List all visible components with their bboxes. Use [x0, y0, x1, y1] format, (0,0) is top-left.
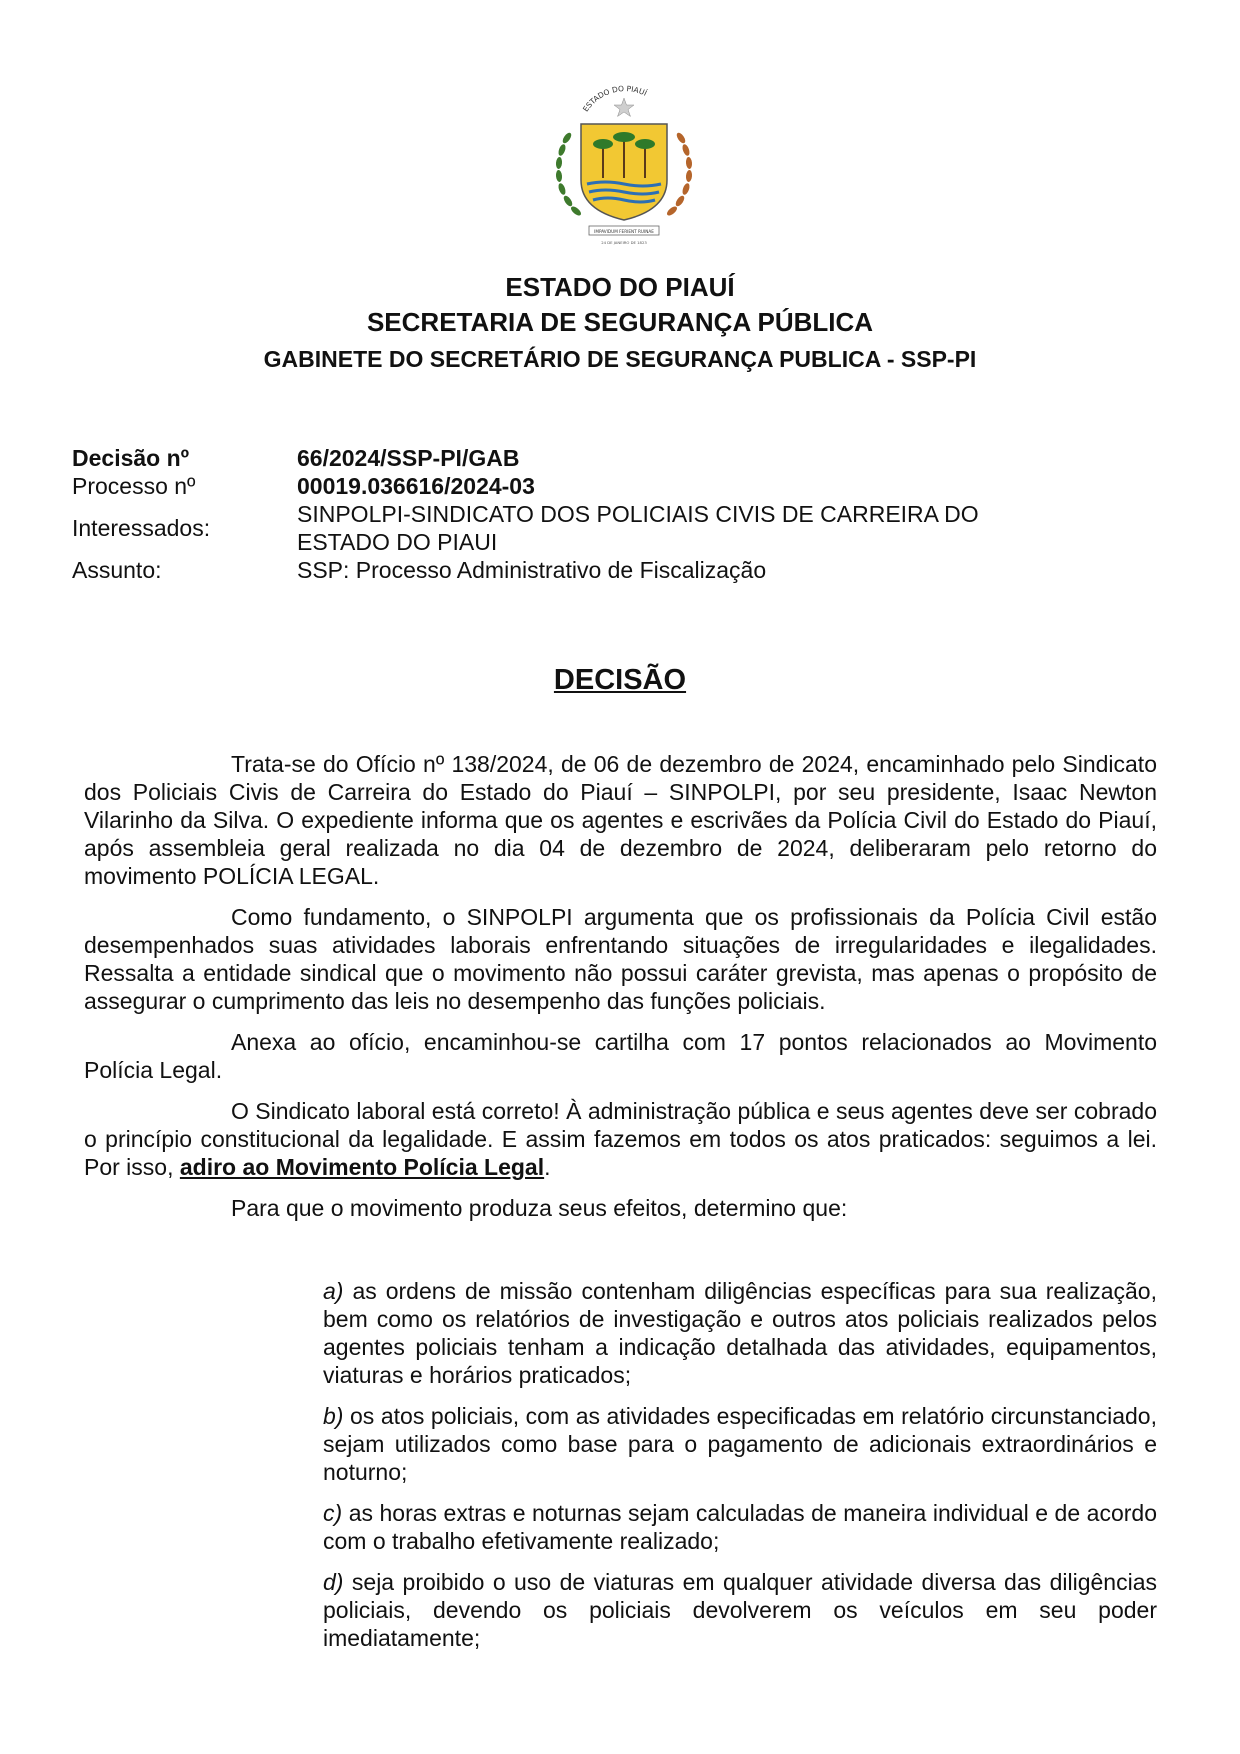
paragraph-3: Anexa ao ofício, encaminhou-se cartilha com 17 pontos relacionados ao Movimento Polícia Legal. — [84, 1029, 1157, 1083]
item-letter: d) — [323, 1569, 344, 1595]
processo-label: Processo nº — [72, 473, 196, 499]
piaui-coat-of-arms-logo — [545, 80, 703, 250]
list-item — [323, 1277, 1157, 1389]
interessados-value-line2: ESTADO DO PIAUI — [297, 529, 498, 555]
paragraph-5: Para que o movimento produza seus efeitos, determino que: — [231, 1195, 848, 1221]
item-text: as horas extras e noturnas sejam calculadas de maneira individual e de acordo com o trabalho efetivamente realizado; — [323, 1500, 1157, 1554]
paragraph-4-emphasis: adiro ao Movimento Polícia Legal — [179, 1154, 545, 1180]
svg-text:24 DE JANEIRO DE 1823: 24 DE JANEIRO DE 1823 — [601, 240, 647, 245]
header-secretariat: SECRETARIA DE SEGURANÇA PÚBLICA — [366, 307, 874, 337]
assunto-value: SSP: Processo Administrativo de Fiscalização — [297, 557, 767, 583]
interessados-label: Interessados: — [72, 515, 211, 541]
determination-list — [323, 1277, 1157, 1665]
item-text: as ordens de missão contenham diligências específicas para sua realização, bem como os relatórios de investigação e outros atos policiais realizados pelos agentes policiais tenham a indicação detalhada das atividades, equipamentos, viaturas e horários praticados; — [323, 1278, 1157, 1388]
paragraph-4-end: . — [544, 1154, 551, 1180]
svg-text:IMPAVIDUM FERIENT RUINAE: IMPAVIDUM FERIENT RUINAE — [594, 229, 654, 234]
item-letter: b) — [323, 1403, 344, 1429]
processo-value: 00019.036616/2024-03 — [297, 473, 535, 499]
list-item — [323, 1402, 1157, 1486]
decision-body — [84, 750, 1157, 1222]
list-item — [323, 1499, 1157, 1555]
svg-text:ESTADO DO PIAUÍ: ESTADO DO PIAUÍ — [581, 84, 649, 114]
header-cabinet: GABINETE DO SECRETÁRIO DE SEGURANÇA PUBLICA - SSP-PI — [263, 346, 977, 372]
decisao-label: Decisão nº — [72, 445, 190, 471]
paragraph-2: Como fundamento, o SINPOLPI argumenta que os profissionais da Polícia Civil estão desempenhados suas atividades laborais enfrentando situações de irregularidades e ilegalidades. Ressalta a entidade sindical que o movimento não possui caráter grevista, mas apenas o propósito de assegurar o cumprimento das leis no desempenho das funções policiais. — [84, 904, 1157, 1014]
item-text: seja proibido o uso de viaturas em qualquer atividade diversa das diligências policiais, devendo os policiais devolverem os veículos em seu poder imediatamente; — [323, 1569, 1157, 1651]
paragraph-1: Trata-se do Ofício nº 138/2024, de 06 de dezembro de 2024, encaminhado pelo Sindicato dos Policiais Civis de Carreira do Estado do Piauí – SINPOLPI, por seu presidente, Isaac Newton Vilarinho da Silva. O expediente informa que os agentes e escrivães da Polícia Civil do Estado do Piauí, após assembleia geral realizada no dia 04 de dezembro de 2024, deliberaram pelo retorno do movimento POLÍCIA LEGAL. — [84, 751, 1157, 889]
interessados-value-line1: SINPOLPI-SINDICATO DOS POLICIAIS CIVIS DE CARREIRA DO — [297, 501, 979, 527]
item-text: os atos policiais, com as atividades especificadas em relatório circunstanciado, sejam utilizados como base para o pagamento de adicionais extraordinários e noturno; — [323, 1403, 1157, 1485]
assunto-label: Assunto: — [72, 557, 162, 583]
decision-title: DECISÃO — [553, 664, 687, 696]
list-item — [323, 1568, 1157, 1652]
item-letter: a) — [323, 1278, 344, 1304]
paragraph-4-text: O Sindicato laboral está correto! À administração pública e seus agentes deve ser cobrado o princípio constitucional da legalidade. E assim fazemos em todos os atos praticados: seguimos a lei. Por isso, — [84, 1098, 1157, 1180]
header-state: ESTADO DO PIAUÍ — [505, 272, 735, 302]
paragraph-4 — [84, 1097, 1157, 1181]
item-letter: c) — [323, 1500, 343, 1526]
decisao-value: 66/2024/SSP-PI/GAB — [297, 445, 520, 471]
